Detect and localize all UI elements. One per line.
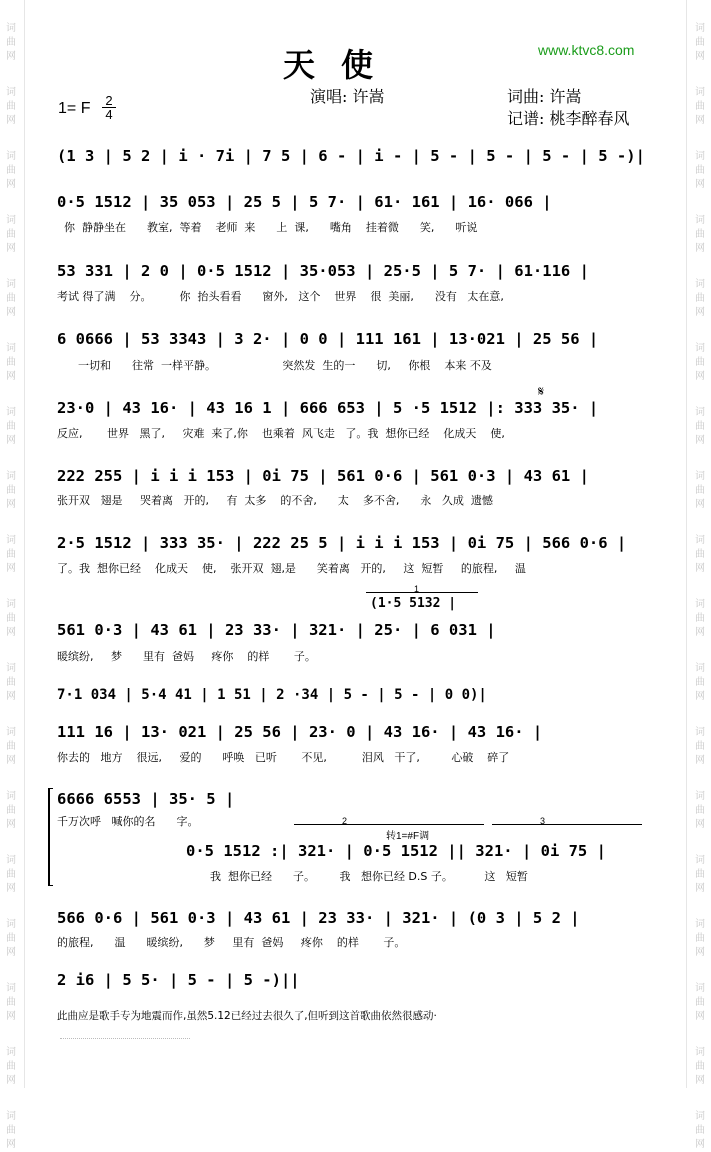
meter-top: 2 [105,93,113,108]
watermark-char: 曲 [6,741,16,752]
score-row-notes: 6 0666 | 53 3343 | 3 2· | 0 0 | 111 161 | 13·021 | 25 56 | [57,330,599,348]
watermark-char: 网 [695,1139,705,1150]
watermark-char: 曲 [695,293,705,304]
score-row-notes: 6666 6553 | 35· 5 | [57,790,235,808]
score-row-notes: 2·5 1512 | 333 35· | 222 25 5 | i i i 153 | 0i 75 | 566 0·6 | [57,534,627,552]
watermark-char: 网 [6,819,16,830]
key-change-mark: 转1=#F调 [386,831,430,842]
second-ending-bracket [294,816,484,826]
watermark-text [2,918,20,960]
watermark-char: 词 [695,151,705,162]
watermark-char: 曲 [6,805,16,816]
score-row-lyrics: 我 想你已经 子。 我 想你已经 D.S 子。 这 短暂 [210,870,528,883]
watermark-char: 曲 [695,1125,705,1136]
watermark-char: 曲 [6,421,16,432]
watermark-char: 网 [6,1139,16,1150]
watermark-char: 词 [695,1047,705,1058]
watermark-char: 词 [6,599,16,610]
key-signature: 1= F [58,100,91,117]
watermark-char: 词 [695,599,705,610]
watermark-char: 曲 [695,485,705,496]
watermark-char: 词 [695,23,705,34]
site-url[interactable]: www.ktvc8.com [538,42,635,58]
watermark-char: 网 [695,371,705,382]
singer-credit: 演唱: 许嵩 [310,87,385,106]
ending-number: 1 [414,584,420,594]
watermark-char: 曲 [695,357,705,368]
right-watermark-strip [691,0,709,1150]
watermark-char: 词 [6,727,16,738]
watermark-char: 网 [695,243,705,254]
score-row-lyrics: 了。我 想你已经 化成天 使, 张开双 翅,是 笑着离 开的, 这 短暂 的旅程, 温 [57,562,526,575]
ending-number: 3 [540,816,546,826]
watermark-char: 词 [6,1047,16,1058]
watermark-text [2,790,20,832]
watermark-char: 曲 [695,1061,705,1072]
watermark-char: 曲 [6,613,16,624]
watermark-char: 词 [6,407,16,418]
composer-credit: 词曲: 许嵩 [507,87,582,106]
watermark-char: 词 [6,23,16,34]
watermark-char: 曲 [695,677,705,688]
watermark-char: 曲 [6,229,16,240]
watermark-text [2,1046,20,1088]
score-row-notes: 2 i6 | 5 5· | 5 - | 5 -)|| [57,971,300,989]
watermark-char: 曲 [695,869,705,880]
watermark-text [691,726,709,768]
score-row-notes: 0·5 1512 :| 321· | 0·5 1512 || 321· | 0i 75 | [186,842,606,860]
score-row-notes: 0·5 1512 | 35 053 | 25 5 | 5 7· | 61· 161 | 16· 066 | [57,193,552,211]
watermark-char: 曲 [6,485,16,496]
score-row-lyrics: 你去的 地方 很远, 爱的 呼唤 已听 不见, 泪风 干了, 心破 碎了 [57,751,510,764]
watermark-char: 网 [695,691,705,702]
watermark-char: 词 [695,87,705,98]
score-row-notes: (1 3 | 5 2 | i · 7i | 7 5 | 6 - | i - | 5 - | 5 - | 5 - | 5 -)| [57,147,645,165]
watermark-char: 词 [695,215,705,226]
watermark-char: 曲 [6,677,16,688]
watermark-char: 网 [6,179,16,190]
watermark-text [2,662,20,704]
system-brace [48,788,53,886]
watermark-text [2,214,20,256]
watermark-text [691,86,709,128]
watermark-char: 词 [695,535,705,546]
watermark-char: 曲 [6,549,16,560]
watermark-text [2,982,20,1024]
watermark-char: 曲 [6,869,16,880]
watermark-char: 词 [695,471,705,482]
faint-divider [60,1038,190,1040]
watermark-text [2,406,20,448]
watermark-char: 词 [6,215,16,226]
watermark-char: 网 [695,755,705,766]
third-ending-bracket [492,816,642,826]
watermark-char: 网 [6,499,16,510]
watermark-char: 词 [695,855,705,866]
score-row-notes: 566 0·6 | 561 0·3 | 43 61 | 23 33· | 321· | (0 3 | 5 2 | [57,909,580,927]
watermark-text [691,214,709,256]
watermark-char: 网 [695,51,705,62]
watermark-char: 曲 [6,933,16,944]
watermark-char: 词 [6,855,16,866]
watermark-text [2,534,20,576]
watermark-char: 曲 [695,613,705,624]
score-row-notes: 111 16 | 13· 021 | 25 56 | 23· 0 | 43 16· | 43 16· | [57,723,543,741]
watermark-char: 曲 [6,165,16,176]
watermark-text [691,1046,709,1088]
watermark-char: 网 [695,179,705,190]
watermark-char: 网 [6,755,16,766]
watermark-char: 曲 [6,37,16,48]
watermark-char: 词 [6,279,16,290]
watermark-char: 词 [6,151,16,162]
watermark-text [691,406,709,448]
ending-number: 2 [342,816,348,826]
watermark-char: 词 [6,663,16,674]
left-margin-rule [24,0,25,1088]
watermark-char: 网 [6,307,16,318]
watermark-char: 词 [6,343,16,354]
score-row-notes: 23·0 | 43 16· | 43 16 1 | 666 653 | 5 ·5 1512 |: 333 35· | [57,399,599,417]
watermark-text [2,86,20,128]
watermark-char: 词 [695,727,705,738]
watermark-text [2,278,20,320]
score-row-lyrics: 一切和 往常 一样平静。 突然发 生的一 切, 你根 本来 不及 [57,359,492,372]
watermark-char: 网 [6,371,16,382]
watermark-char: 词 [695,407,705,418]
watermark-text [691,278,709,320]
watermark-text [2,150,20,192]
watermark-char: 曲 [695,549,705,560]
watermark-text [691,790,709,832]
watermark-char: 网 [6,435,16,446]
watermark-char: 词 [6,87,16,98]
score-row-lyrics: 考试 得了满 分。 你 抬头看看 窗外, 这个 世界 很 美丽, 没有 太在意, [57,290,504,303]
score-row-notes: 561 0·3 | 43 61 | 23 33· | 321· | 25· | 6 031 | [57,621,496,639]
watermark-char: 网 [6,563,16,574]
watermark-char: 网 [695,115,705,126]
watermark-text [2,342,20,384]
watermark-char: 词 [695,919,705,930]
watermark-char: 网 [695,435,705,446]
watermark-char: 曲 [695,933,705,944]
watermark-char: 曲 [695,741,705,752]
score-row-notes: 222 255 | i i i 153 | 0i 75 | 561 0·6 | 561 0·3 | 43 61 | [57,467,589,485]
meter-bottom: 4 [105,107,113,122]
time-signature [102,94,116,121]
watermark-char: 网 [695,819,705,830]
watermark-char: 词 [6,1111,16,1122]
watermark-char: 网 [6,1075,16,1086]
watermark-text [691,854,709,896]
watermark-char: 曲 [6,293,16,304]
watermark-char: 词 [695,343,705,354]
watermark-text [691,150,709,192]
watermark-char: 网 [695,1011,705,1022]
watermark-char: 曲 [6,1061,16,1072]
watermark-char: 词 [6,983,16,994]
watermark-text [691,470,709,512]
score-row-notes: 7·1 034 | 5·4 41 | 1 51 | 2 ·34 | 5 - | 5 - | 0 0)| [57,687,487,703]
watermark-char: 曲 [6,101,16,112]
right-margin-rule [686,0,687,1088]
watermark-char: 网 [6,243,16,254]
watermark-char: 词 [695,663,705,674]
transcriber-credit: 记谱: 桃李醉春风 [507,109,630,128]
score-row-lyrics: 反应, 世界 黑了, 灾难 来了,你 也乘着 风飞走 了。我 想你已经 化成天 使, [57,427,505,440]
score-row-lyrics: 的旅程, 温 暖缤纷, 梦 里有 爸妈 疼你 的样 子。 [57,936,406,949]
watermark-char: 词 [6,471,16,482]
watermark-text [691,918,709,960]
segno-sign: 𝄋 [538,384,545,400]
watermark-text [691,534,709,576]
watermark-char: 网 [6,51,16,62]
footnote: 此曲应是歌手专为地震而作,虽然5.12已经过去很久了,但听到这首歌曲依然很感动· [57,1010,437,1022]
watermark-text [691,662,709,704]
watermark-text [2,854,20,896]
watermark-char: 网 [6,947,16,958]
intro-repeat-notes: (1·5 5132 | [370,596,457,611]
watermark-text [2,598,20,640]
watermark-char: 曲 [6,357,16,368]
watermark-char: 曲 [695,997,705,1008]
watermark-char: 曲 [695,101,705,112]
watermark-char: 曲 [695,37,705,48]
watermark-char: 词 [6,919,16,930]
watermark-text [691,22,709,64]
score-row-notes: 53 331 | 2 0 | 0·5 1512 | 35·053 | 25·5 | 5 7· | 61·116 | [57,262,589,280]
watermark-char: 曲 [695,421,705,432]
watermark-char: 词 [695,791,705,802]
watermark-char: 网 [6,627,16,638]
watermark-char: 曲 [695,165,705,176]
watermark-char: 词 [695,1111,705,1122]
watermark-text [2,726,20,768]
watermark-char: 曲 [695,805,705,816]
watermark-char: 网 [695,1075,705,1086]
watermark-char: 网 [695,499,705,510]
score-row-lyrics: 千万次呼 喊你的名 字。 [57,815,199,828]
first-ending-bracket [366,584,478,594]
watermark-char: 网 [695,627,705,638]
watermark-char: 网 [695,947,705,958]
watermark-char: 网 [6,115,16,126]
watermark-text [691,598,709,640]
watermark-char: 网 [6,1011,16,1022]
watermark-char: 网 [695,883,705,894]
watermark-char: 网 [6,883,16,894]
song-title: 天使 [283,46,400,84]
watermark-char: 词 [6,791,16,802]
watermark-char: 词 [695,279,705,290]
score-row-lyrics: 暖缤纷, 梦 里有 爸妈 疼你 的样 子。 [57,650,316,663]
watermark-text [691,1110,709,1152]
watermark-char: 曲 [6,997,16,1008]
watermark-text [2,1110,20,1152]
watermark-char: 网 [6,691,16,702]
score-row-lyrics: 你 静静坐在 教室, 等着 老师 来 上 课, 嘴角 挂着微 笑, 听说 [57,221,478,234]
watermark-char: 词 [6,535,16,546]
watermark-char: 网 [695,307,705,318]
score-row-lyrics: 张开双 翅是 哭着离 开的, 有 太多 的不舍, 太 多不舍, 永 久成 遗憾 [57,494,493,507]
watermark-char: 曲 [6,1125,16,1136]
watermark-text [691,982,709,1024]
watermark-text [691,342,709,384]
watermark-char: 曲 [695,229,705,240]
watermark-char: 词 [695,983,705,994]
watermark-text [2,22,20,64]
left-watermark-strip [2,0,20,1150]
watermark-text [2,470,20,512]
watermark-char: 网 [695,563,705,574]
